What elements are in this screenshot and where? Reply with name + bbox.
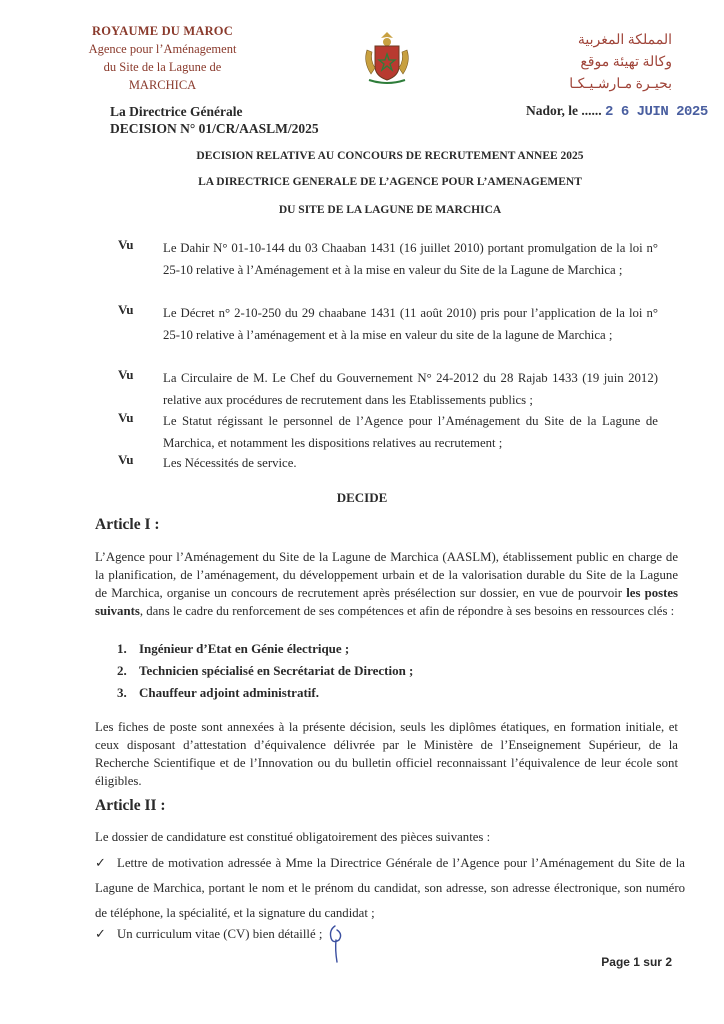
vu-label: Vu bbox=[118, 367, 134, 382]
post-number: 2. bbox=[117, 663, 127, 678]
candidature-item bbox=[95, 851, 685, 926]
agency-line-3: MARCHICA bbox=[128, 78, 197, 92]
candidature-item bbox=[95, 922, 685, 947]
article-1-intro bbox=[95, 548, 678, 620]
post-item bbox=[117, 641, 657, 663]
vu-text: Le Dahir N° 01-10-144 du 03 Chaaban 1431 (16 juillet 2010) portant promulgation de la loi n° 25-10 relative à l’Aménagement et à la mise en valeur du Site de la Lagune de Marchica ; bbox=[163, 241, 658, 277]
agency-name-arabic: وكالة تهيئة موقع bbox=[580, 55, 672, 70]
candidature-item-text: Lettre de motivation adressée à Mme la Directrice Générale de l’Agence pour l’Aménagement du Site de la Lagune de Marchica, portant le nom et le prénom du candidat, son adresse, son adresse électronique, son numéro de téléphone, la spécialité, et la signature du candidat ; bbox=[95, 856, 685, 920]
agency-line-1: Agence pour l’Aménagement bbox=[88, 42, 237, 56]
article-2-intro: Le dossier de candidature est constitué obligatoirement des pièces suivantes : bbox=[95, 830, 491, 844]
post-label: Chauffeur adjoint administratif. bbox=[139, 685, 319, 700]
vu-item bbox=[118, 410, 658, 454]
check-icon: ✓ bbox=[95, 856, 106, 870]
directrice-title: La Directrice Générale bbox=[110, 104, 243, 119]
decide-heading: DECIDE bbox=[336, 490, 388, 505]
article-2-title: Article II : bbox=[95, 797, 166, 814]
post-number: 1. bbox=[117, 641, 127, 656]
post-item bbox=[117, 685, 657, 707]
vu-item bbox=[118, 367, 658, 411]
vu-item bbox=[118, 237, 658, 303]
decision-number: DECISION N° 01/CR/AASLM/2025 bbox=[110, 121, 319, 136]
header-left-block bbox=[60, 22, 265, 94]
article-1-title: Article I : bbox=[95, 516, 160, 533]
vu-text: Les Nécessités de service. bbox=[163, 456, 297, 470]
date-stamp: 2 6 JUIN 2025 bbox=[605, 104, 708, 120]
kingdom-name-arabic: المملكة المغربية bbox=[577, 33, 672, 48]
vu-item bbox=[118, 452, 658, 474]
vu-text: Le Statut régissant le personnel de l’Agence pour l’Aménagement du Site de la Lagune de Marchica, et notamment les dispositions relatives au recrutement ; bbox=[163, 414, 658, 450]
place-label: Nador, le ...... bbox=[526, 103, 602, 118]
post-number: 3. bbox=[117, 685, 127, 700]
vu-item bbox=[118, 302, 658, 368]
page-number: Page 1 sur 2 bbox=[601, 955, 672, 969]
candidature-item-text: Un curriculum vitae (CV) bien détaillé ; bbox=[117, 927, 323, 941]
vu-text: La Circulaire de M. Le Chef du Gouvernement N° 24-2012 du 28 Rajab 1433 (19 juin 2012) relative aux procédures de recrutement dans les Etablissements publics ; bbox=[163, 371, 658, 407]
post-label: Ingénieur d’Etat en Génie électrique ; bbox=[139, 641, 350, 656]
check-icon: ✓ bbox=[95, 927, 106, 941]
post-label: Technicien spécialisé en Secrétariat de Direction ; bbox=[139, 663, 414, 678]
vu-label: Vu bbox=[118, 452, 134, 467]
issuer-block bbox=[110, 103, 319, 137]
lagoon-name-arabic: بحيـرة مـارشـيـكـا bbox=[569, 77, 672, 92]
handwritten-initial bbox=[325, 924, 347, 964]
vu-label: Vu bbox=[118, 410, 134, 425]
vu-text: Le Décret n° 2-10-250 du 29 chaabane 1431 (11 août 2010) pris pour l’application de la loi n° 25-10 relative à l’aménagement et à la mise en valeur du site de la lagune de Marchica ; bbox=[163, 306, 658, 342]
article-1-intro-start: L’Agence pour l’Aménagement du Site de la Lagune de Marchica (AASLM), établissement public en charge de la planification, de l’aménagement, du développement urbain et de la valorisation durable du Site de la Lagune de Marchica, organise un concours de recrutement après présélection sur dossier, en vue de pourvoir bbox=[95, 550, 678, 600]
title-line-2: LA DIRECTRICE GENERALE DE L’AGENCE POUR L’AMENAGEMENT bbox=[198, 176, 582, 188]
vu-label: Vu bbox=[118, 237, 134, 252]
article-1-fiches: Les fiches de poste sont annexées à la présente décision, seuls les diplômes étatiques, en formation initiale, et ceux disposant d’attestation d’équivalence délivrée par le Ministère de l’Enseignement Supérieur, de la Recherche Scientifique et de l’Innovation ou du bulletin officiel reconnaissant l’équivalence de leur école sont éligibles. bbox=[95, 720, 678, 788]
header-right-block bbox=[532, 30, 672, 96]
article-1-intro-end: , dans le cadre du renforcement de ses compétences et afin de répondre à ses besoins en ressources clés : bbox=[139, 604, 675, 618]
title-line-1: DECISION RELATIVE AU CONCOURS DE RECRUTEMENT ANNEE 2025 bbox=[196, 150, 584, 162]
posts-list bbox=[117, 641, 657, 707]
title-line-3: DU SITE DE LA LAGUNE DE MARCHICA bbox=[278, 204, 502, 216]
morocco-coat-of-arms-icon bbox=[357, 28, 417, 88]
vu-label: Vu bbox=[118, 302, 134, 317]
place-date bbox=[526, 103, 708, 120]
kingdom-name: ROYAUME DU MAROC bbox=[92, 24, 233, 38]
post-item bbox=[117, 663, 657, 685]
agency-line-2: du Site de la Lagune de bbox=[103, 60, 222, 74]
article-1-intro-bold: les postes suivants bbox=[95, 586, 678, 618]
